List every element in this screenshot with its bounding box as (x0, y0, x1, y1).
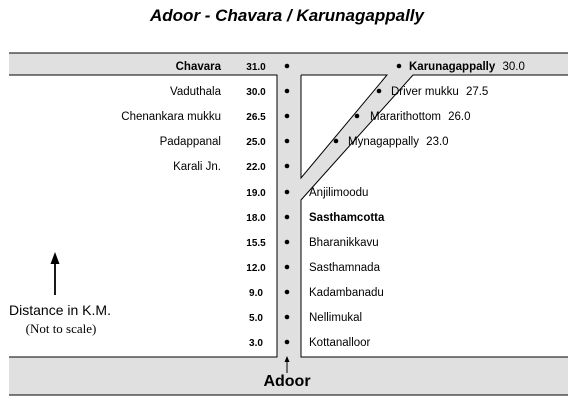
stop-marker (377, 89, 382, 94)
stop-name: Karali Jn. (173, 161, 221, 173)
stop-km: 19.0 (246, 188, 266, 199)
stop-label (348, 136, 449, 148)
stop-marker (285, 114, 290, 119)
stop-name: Karunagappally (409, 61, 496, 73)
stop-marker (285, 340, 290, 345)
stop-name: Vaduthala (170, 86, 221, 98)
stop-marker (285, 265, 290, 270)
legend-scale-note: (Not to scale) (25, 321, 97, 336)
stop-karunagappally (397, 61, 525, 73)
stop-name: Mynagappally (348, 136, 419, 148)
stop-km: 26.0 (448, 111, 471, 123)
stop-name: Sasthamnada (309, 262, 380, 274)
stop-km: 27.5 (465, 86, 489, 98)
stop-marker (285, 164, 290, 169)
stop-marker (285, 89, 290, 94)
stop-km: 22.0 (246, 162, 266, 173)
map-title: Adoor - Chavara / Karunagappally (150, 6, 424, 25)
stop-name: Kottanalloor (309, 337, 371, 349)
stop-vaduthala (170, 86, 289, 98)
stop-marker (285, 64, 290, 69)
stop-marker (355, 114, 360, 119)
stop-name: Nellimukal (309, 312, 363, 324)
stop-km: 31.0 (246, 62, 266, 73)
stop-marker (285, 139, 290, 144)
stop-label (409, 61, 525, 73)
origin-label: Adoor (263, 373, 311, 390)
stop-chenankara-mukku (121, 111, 289, 123)
stop-bharanikkavu (246, 237, 378, 249)
stop-km: 5.0 (249, 313, 263, 324)
stop-marker (285, 190, 290, 195)
stop-km: 15.5 (246, 238, 266, 249)
legend-distance-label: Distance in K.M. (9, 302, 111, 318)
stop-km: 25.0 (246, 137, 266, 148)
stop-padappanal (160, 136, 290, 148)
stop-driver-mukku (377, 86, 489, 98)
stop-name: Chavara (175, 61, 221, 73)
stop-marker (334, 139, 339, 144)
stop-name: Padappanal (159, 136, 221, 148)
stop-name: Kadambanadu (309, 287, 384, 299)
stop-name: Chenankara mukku (121, 111, 221, 123)
stop-sasthamnada (246, 262, 380, 274)
stop-name: Sasthamcotta (309, 212, 385, 224)
stop-marker (285, 240, 290, 245)
stop-nellimukal (249, 312, 362, 324)
stop-sasthamcotta (246, 212, 385, 224)
stop-kadambanadu (249, 287, 384, 299)
stop-marker (285, 215, 290, 220)
stop-marker (285, 315, 290, 320)
stop-km: 30.0 (502, 61, 525, 73)
legend-up-arrow-icon (51, 252, 60, 295)
stop-mararithottom (355, 111, 471, 123)
stop-km: 26.5 (246, 112, 266, 123)
stop-km: 9.0 (249, 288, 263, 299)
stop-marker (397, 64, 402, 69)
stop-name: Anjilimoodu (309, 187, 369, 199)
stop-km: 30.0 (246, 87, 266, 98)
stop-mynagappally (334, 136, 449, 148)
stop-label (391, 86, 488, 98)
stop-name: Mararithottom (370, 111, 441, 123)
stop-name: Driver mukku (391, 86, 459, 98)
stop-km: 23.0 (426, 136, 449, 148)
stop-karali-jn (173, 161, 289, 173)
stop-kottanalloor (249, 337, 370, 349)
stop-km: 12.0 (246, 263, 266, 274)
stop-name: Bharanikkavu (309, 237, 379, 249)
stop-km: 18.0 (246, 213, 266, 224)
stop-marker (285, 290, 290, 295)
stop-label (370, 111, 471, 123)
stop-km: 3.0 (249, 338, 263, 349)
